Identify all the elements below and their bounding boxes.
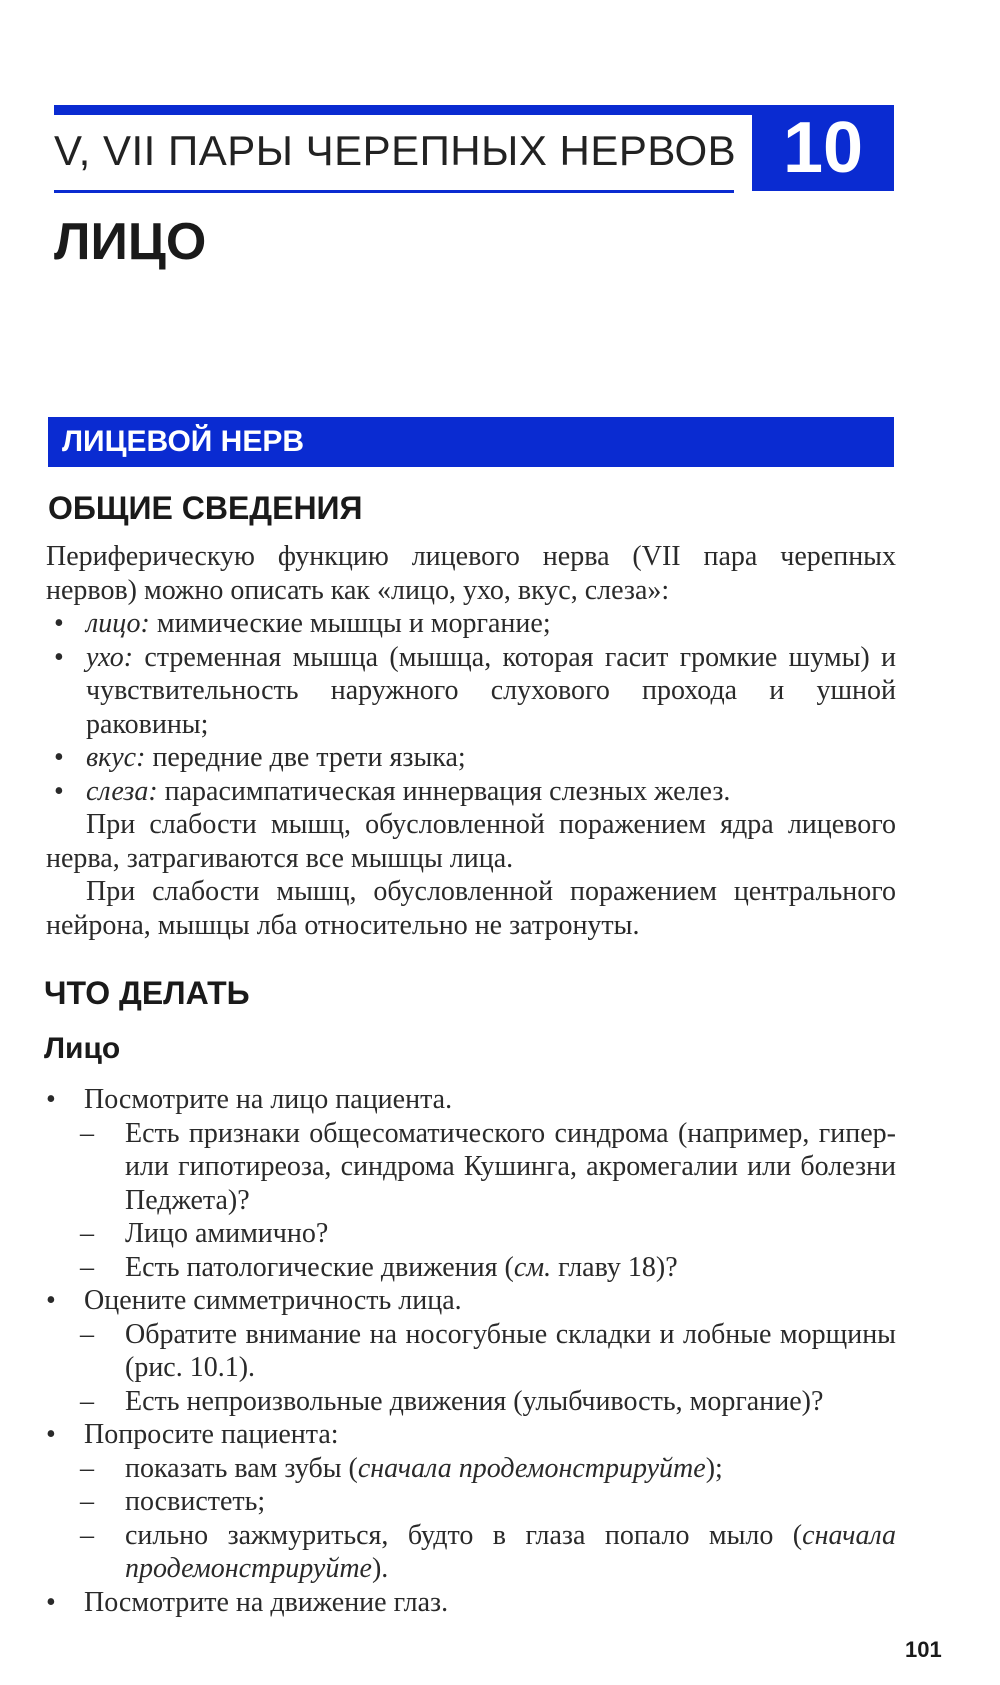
bullet-icon: • bbox=[54, 742, 64, 773]
dash-icon: – bbox=[80, 1251, 94, 1283]
general-text bbox=[46, 540, 896, 942]
list-item: • Попросите пациента: bbox=[46, 1419, 339, 1450]
chapter-underline bbox=[54, 190, 734, 193]
general-para-1: При слабости мышц, обусловленной поражением ядра лицевого нерва, затрагиваются все мышцы лица. bbox=[46, 809, 896, 874]
dash-icon: – bbox=[80, 1486, 94, 1517]
todo-subheading: Лицо bbox=[44, 1032, 121, 1065]
section-bar bbox=[48, 417, 894, 467]
dash-icon: – bbox=[80, 1318, 94, 1350]
chapter-title: V, VII ПАРЫ ЧЕРЕПНЫХ НЕРВОВ bbox=[54, 127, 737, 174]
dash-icon: – bbox=[80, 1519, 94, 1551]
general-heading: ОБЩИЕ СВЕДЕНИЯ bbox=[48, 490, 363, 526]
list-subitem: – Есть непроизвольные движения (улыбчивость, моргание)? bbox=[80, 1385, 824, 1417]
chapter-number-badge: 10 bbox=[752, 105, 894, 191]
dash-icon: – bbox=[80, 1117, 94, 1149]
todo-list bbox=[46, 1083, 896, 1619]
list-item: • Посмотрите на лицо пациента. bbox=[46, 1084, 453, 1115]
dash-icon: – bbox=[80, 1385, 94, 1417]
bullet-icon: • bbox=[54, 775, 64, 807]
dash-icon: – bbox=[80, 1218, 94, 1249]
list-subitem: – Лицо амимично? bbox=[80, 1218, 329, 1249]
dash-icon: – bbox=[80, 1452, 94, 1484]
page-title: ЛИЦО bbox=[54, 213, 207, 271]
list-item: • ухо: стременная мышца (мышца, которая гасит громкие шумы) и чувствительность наружного слухового прохода и ушной раковины; bbox=[54, 641, 896, 740]
list-item: • Посмотрите на движение глаз. bbox=[46, 1586, 449, 1618]
general-bullet-list bbox=[46, 607, 896, 808]
bullet-icon: • bbox=[54, 641, 64, 673]
general-para-2: При слабости мышц, обусловленной поражением центрального нейрона, мышцы лба относительно не затронуты. bbox=[46, 876, 896, 941]
bullet-icon: • bbox=[46, 1586, 56, 1618]
list-item: • Оцените симметричность лица. bbox=[46, 1285, 462, 1316]
list-subitem: – посвистеть; bbox=[80, 1486, 266, 1517]
bullet-icon: • bbox=[46, 1419, 56, 1450]
general-intro: Периферическую функцию лицевого нерва (VII пара черепных нервов) можно описать как «лицо, ухо, вкус, слеза»: bbox=[46, 541, 896, 606]
list-subitem: – показать вам зубы (сначала продемонстрируйте); bbox=[80, 1452, 723, 1484]
bullet-icon: • bbox=[46, 1084, 56, 1115]
section-title: ЛИЦЕВОЙ НЕРВ bbox=[62, 425, 305, 458]
list-subitem: – сильно зажмуриться, будто в глаза попало мыло (сначала продемонстрируйте). bbox=[80, 1519, 896, 1584]
page-number: 101 bbox=[905, 1637, 942, 1662]
list-subitem: – Есть патологические движения (см. главу 18)? bbox=[80, 1251, 678, 1283]
bullet-icon: • bbox=[54, 608, 64, 639]
list-item: • вкус: передние две трети языка; bbox=[54, 742, 466, 773]
list-item: • слеза: парасимпатическая иннервация слезных желез. bbox=[54, 775, 731, 807]
list-subitem: – Обратите внимание на носогубные складки и лобные морщины (рис. 10.1). bbox=[80, 1318, 896, 1383]
list-item: • лицо: мимические мышцы и моргание; bbox=[54, 608, 551, 639]
todo-heading: ЧТО ДЕЛАТЬ bbox=[44, 975, 250, 1011]
bullet-icon: • bbox=[46, 1285, 56, 1316]
list-subitem: – Есть признаки общесоматического синдрома (например, гипер- или гипотиреоза, синдрома Кушинга, акромегалии или болезни Педжета)? bbox=[80, 1117, 896, 1216]
